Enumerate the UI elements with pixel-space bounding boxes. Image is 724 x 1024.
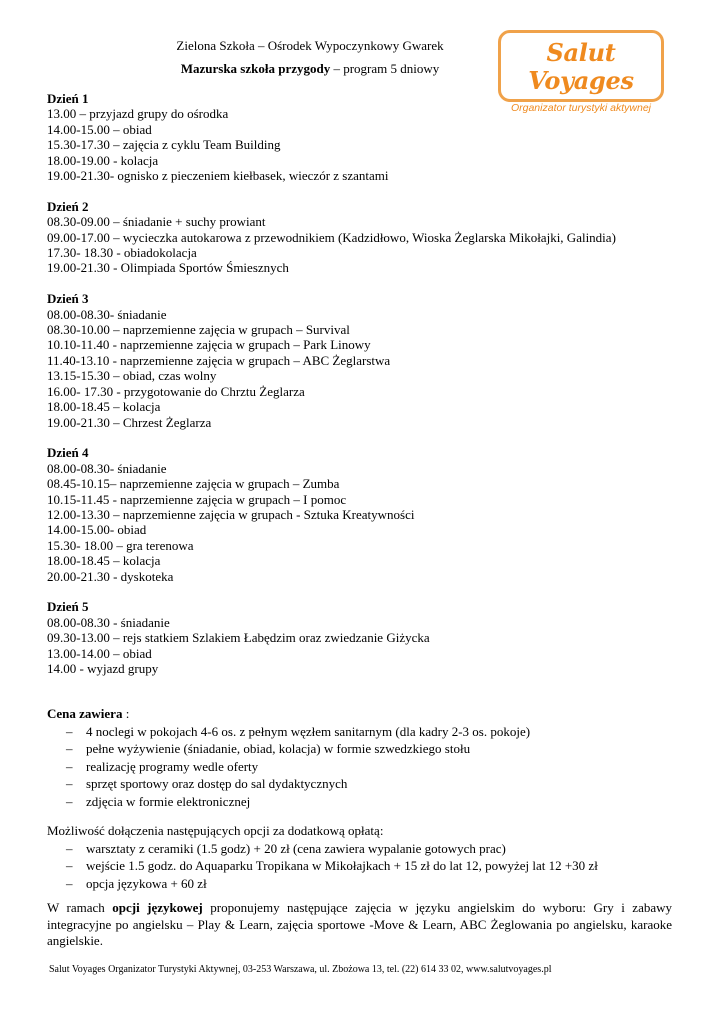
schedule-item: 19.00-21.30 – Chrzest Żeglarza <box>47 414 212 430</box>
schedule-item: 18.00-18.45 – kolacja <box>47 399 161 415</box>
schedule-item: 18.00-18.45 – kolacja <box>47 553 161 569</box>
dash-bullet: – <box>66 776 73 791</box>
dash-bullet: – <box>66 875 73 891</box>
schedule-item: 16.00- 17.30 - przygotowanie do Chrztu Żeglarza <box>47 383 305 399</box>
paragraph-bold: opcji językowej <box>112 900 203 915</box>
schedule-item: 14.00-15.00- obiad <box>47 522 147 538</box>
day-1 <box>47 91 672 183</box>
day-title: Dzień 3 <box>47 291 89 307</box>
schedule-item: 15.30- 18.00 – gra terenowa <box>47 537 194 553</box>
list-item-text: warsztaty z ceramiki (1.5 godz) + 20 zł (cena zawiera wypalanie gotowych prac) <box>86 840 506 856</box>
schedule-item: 09.30-13.00 – rejs statkiem Szlakiem Łabędzim oraz zwiedzanie Giżycka <box>47 630 430 646</box>
list-item-text: zdjęcia w formie elektronicznej <box>86 793 251 809</box>
schedule-item: 18.00-19.00 - kolacja <box>47 152 159 168</box>
schedule-item: 13.00-14.00 – obiad <box>47 645 152 661</box>
day-4 <box>47 445 672 584</box>
list-item-text: pełne wyżywienie (śniadanie, obiad, kolacja) w formie szwedzkiego stołu <box>86 741 471 756</box>
schedule-item: 08.00-08.30 - śniadanie <box>47 614 170 630</box>
list-item <box>47 723 672 741</box>
dash-bullet: – <box>66 858 73 873</box>
day-title: Dzień 5 <box>47 599 89 615</box>
list-item-text: sprzęt sportowy oraz dostęp do sal dydaktycznych <box>86 776 348 791</box>
program-schedule <box>47 91 672 692</box>
schedule-item: 08.30-09.00 – śniadanie + suchy prowiant <box>47 214 266 230</box>
dash-bullet: – <box>66 793 73 809</box>
list-item-text: realizację programy wedle oferty <box>86 758 259 774</box>
list-item-text: 4 noclegi w pokojach 4-6 os. z pełnym węzłem sanitarnym (dla kadry 2-3 os. pokoje) <box>86 723 531 739</box>
options-intro: Możliwość dołączenia następujących opcji za dodatkową opłatą: <box>47 823 384 838</box>
schedule-item: 08.45-10.15– naprzemienne zajęcia w grupach – Zumba <box>47 476 340 492</box>
list-item-text: opcja językowa + 60 zł <box>86 875 207 891</box>
day-title: Dzień 2 <box>47 198 89 214</box>
dash-bullet: – <box>66 758 73 774</box>
list-item <box>47 740 672 758</box>
schedule-item: 10.15-11.45 - naprzemienne zajęcia w grupach – I pomoc <box>47 491 347 507</box>
price-list <box>47 723 672 811</box>
schedule-item: 20.00-21.30 - dyskoteka <box>47 568 174 584</box>
options-section <box>47 822 672 892</box>
day-3 <box>47 291 672 430</box>
list-item-text: wejście 1.5 godz. do Aquaparku Tropikana w Mikołajkach + 15 zł do lat 12, powyżej lat 12 +30 zł <box>86 858 598 873</box>
schedule-item: 08.30-10.00 – naprzemienne zajęcia w grupach – Survival <box>47 322 350 338</box>
paragraph-prefix: W ramach <box>47 900 113 915</box>
schedule-item: 14.00-15.00 – obiad <box>47 121 152 137</box>
schedule-item: 12.00-13.30 – naprzemienne zajęcia w grupach - Sztuka Kreatywności <box>47 506 415 522</box>
schedule-item: 09.00-17.00 – wycieczka autokarowa z przewodnikiem (Kadzidłowo, Wioska Żeglarska Mikołajki, Galindia) <box>47 229 616 245</box>
price-section <box>47 705 672 810</box>
options-list <box>47 840 672 893</box>
schedule-item: 08.00-08.30- śniadanie <box>47 460 167 476</box>
list-item <box>47 758 672 776</box>
list-item <box>47 875 672 893</box>
schedule-item: 13.00 – przyjazd grupy do ośrodka <box>47 106 229 122</box>
schedule-item: 10.10-11.40 - naprzemienne zajęcia w grupach – Park Linowy <box>47 337 371 353</box>
dash-bullet: – <box>66 840 73 856</box>
day-2 <box>47 199 672 276</box>
day-title: Dzień 4 <box>47 445 89 461</box>
price-title-suffix: : <box>122 706 130 721</box>
list-item <box>47 857 672 875</box>
day-title: Dzień 1 <box>47 91 89 106</box>
schedule-item: 08.00-08.30- śniadanie <box>47 306 167 322</box>
paragraph-rest: proponujemy następujące zajęcia w języku angielskim do wyboru: Gry i zabawy integracyjne po angielsku – Play & Learn, zajęcia sportowe -Move & Learn, ABC Żeglowania po angielsku, karaoke angielskie. <box>47 900 672 948</box>
list-item <box>47 775 672 793</box>
schedule-item: 19.00-21.30 - Olimpiada Sportów Śmiesznych <box>47 260 289 276</box>
list-item <box>47 793 672 811</box>
price-heading <box>47 705 672 723</box>
logo-brand: Salut Voyages <box>528 38 634 95</box>
language-option-paragraph <box>47 900 672 950</box>
dash-bullet: – <box>66 741 73 756</box>
logo-tagline: Organizator turystyki aktywnej <box>510 102 652 114</box>
schedule-item: 13.15-15.30 – obiad, czas wolny <box>47 368 217 384</box>
schedule-item: 19.00-21.30- ognisko z pieczeniem kiełbasek, wieczór z szantami <box>47 168 389 184</box>
program-length: – program 5 dniowy <box>330 61 440 76</box>
schedule-item: 17.30- 18.30 - obiadokolacja <box>47 245 197 261</box>
page-footer: Salut Voyages Organizator Turystyki Aktywnej, 03-253 Warszawa, ul. Zbożowa 13, tel. (22) 614 33 02, www.salutvoyages.pl <box>49 964 552 975</box>
header-subtitle <box>0 61 620 77</box>
header-title: Zielona Szkoła – Ośrodek Wypoczynkowy Gwarek <box>176 38 444 53</box>
dash-bullet: – <box>66 723 73 739</box>
price-title: Cena zawiera <box>47 706 123 721</box>
program-name: Mazurska szkoła przygody <box>180 61 331 76</box>
list-item <box>47 840 672 858</box>
day-5 <box>47 599 672 676</box>
schedule-item: 14.00 - wyjazd grupy <box>47 660 159 676</box>
schedule-item: 15.30-17.30 – zajęcia z cyklu Team Building <box>47 137 281 153</box>
schedule-item: 11.40-13.10 - naprzemienne zajęcia w grupach – ABC Żeglarstwa <box>47 352 391 368</box>
